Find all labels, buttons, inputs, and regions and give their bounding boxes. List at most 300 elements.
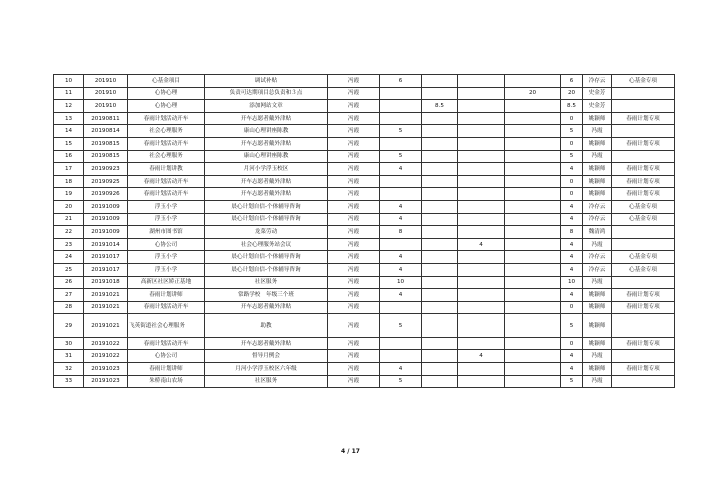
hours-c-cell	[458, 137, 505, 150]
hours-a-cell: 4	[380, 263, 422, 276]
total-hours-cell: 8	[561, 226, 583, 239]
hours-b-cell	[422, 362, 458, 375]
hours-a-cell	[380, 137, 422, 150]
hours-a-cell	[380, 100, 422, 113]
table-row	[54, 238, 675, 251]
total-hours-cell: 0	[561, 337, 583, 350]
contact-cell: 姚颖师	[583, 362, 612, 375]
activity-cell: 开车志愿者戴外津贴	[205, 137, 328, 150]
contact-cell: 姚颖师	[583, 175, 612, 188]
total-hours-cell: 4	[561, 200, 583, 213]
contact-cell: 冯霞	[583, 375, 612, 388]
hours-d-cell	[505, 337, 561, 350]
organization-cell: 社会心理服务	[128, 150, 205, 163]
index-cell: 11	[54, 87, 84, 100]
hours-c-cell	[458, 213, 505, 226]
hours-b-cell	[422, 301, 458, 314]
activity-cell: 社区服务	[205, 375, 328, 388]
date-cell: 20190811	[84, 112, 128, 125]
hours-c-cell	[458, 301, 505, 314]
project-cell	[612, 375, 675, 388]
total-hours-cell: 0	[561, 112, 583, 125]
table-row	[54, 200, 675, 213]
activity-cell: 调试补贴	[205, 75, 328, 88]
volunteer-cell: 冯霞	[328, 200, 380, 213]
organization-cell: 浮玉小学	[128, 200, 205, 213]
table-row	[54, 163, 675, 176]
volunteer-cell: 冯霞	[328, 238, 380, 251]
volunteer-cell: 冯霞	[328, 213, 380, 226]
date-cell: 20191009	[84, 200, 128, 213]
organization-cell: 朱桥南山农场	[128, 375, 205, 388]
activity-cell: 开车志愿者戴外津贴	[205, 337, 328, 350]
date-cell: 20190926	[84, 188, 128, 201]
hours-c-cell	[458, 200, 505, 213]
organization-cell: 飞英街道社会心理服务	[128, 314, 205, 338]
table-row	[54, 289, 675, 302]
volunteer-cell: 冯霞	[328, 75, 380, 88]
organization-cell: 春雨计划活动开车	[128, 137, 205, 150]
date-cell: 20191023	[84, 375, 128, 388]
total-hours-cell: 0	[561, 175, 583, 188]
index-cell: 23	[54, 238, 84, 251]
total-hours-cell: 4	[561, 251, 583, 264]
contact-cell: 姚颖师	[583, 112, 612, 125]
project-cell	[612, 150, 675, 163]
hours-d-cell	[505, 276, 561, 289]
table-row	[54, 337, 675, 350]
total-hours-cell: 4	[561, 213, 583, 226]
total-hours-cell: 5	[561, 125, 583, 138]
hours-a-cell: 6	[380, 75, 422, 88]
project-cell: 春雨计划专项	[612, 137, 675, 150]
index-cell: 15	[54, 137, 84, 150]
organization-cell: 心基金项目	[128, 75, 205, 88]
hours-c-cell	[458, 87, 505, 100]
project-cell	[612, 226, 675, 239]
project-cell	[612, 100, 675, 113]
total-hours-cell: 4	[561, 362, 583, 375]
date-cell: 20190925	[84, 175, 128, 188]
date-cell: 20191017	[84, 263, 128, 276]
hours-d-cell	[505, 263, 561, 276]
table-row	[54, 251, 675, 264]
hours-b-cell	[422, 289, 458, 302]
organization-cell: 春雨计划活动开车	[128, 337, 205, 350]
total-hours-cell: 10	[561, 276, 583, 289]
total-hours-cell: 6	[561, 75, 583, 88]
activity-cell: 龙菜劳动	[205, 226, 328, 239]
hours-c-cell	[458, 100, 505, 113]
index-cell: 29	[54, 314, 84, 338]
index-cell: 17	[54, 163, 84, 176]
hours-b-cell	[422, 200, 458, 213]
project-cell	[612, 238, 675, 251]
hours-c-cell	[458, 375, 505, 388]
index-cell: 10	[54, 75, 84, 88]
hours-b-cell	[422, 251, 458, 264]
organization-cell: 社会心理服务	[128, 125, 205, 138]
activity-cell: 助教	[205, 314, 328, 338]
index-cell: 25	[54, 263, 84, 276]
hours-c-cell	[458, 314, 505, 338]
project-cell: 心基金专项	[612, 200, 675, 213]
hours-a-cell	[380, 238, 422, 251]
hours-a-cell: 5	[380, 375, 422, 388]
contact-cell: 史金芳	[583, 87, 612, 100]
hours-a-cell: 4	[380, 289, 422, 302]
project-cell: 春雨计划专项	[612, 163, 675, 176]
activity-cell: 督导月例会	[205, 350, 328, 363]
hours-b-cell	[422, 112, 458, 125]
table-row	[54, 188, 675, 201]
organization-cell: 心协公司	[128, 350, 205, 363]
hours-d-cell	[505, 100, 561, 113]
contact-cell: 冯霞	[583, 276, 612, 289]
hours-b-cell	[422, 75, 458, 88]
hours-d-cell	[505, 75, 561, 88]
table-row	[54, 112, 675, 125]
total-hours-cell: 0	[561, 188, 583, 201]
organization-cell: 春雨计划活动开车	[128, 175, 205, 188]
project-cell: 心基金专项	[612, 263, 675, 276]
date-cell: 20191021	[84, 289, 128, 302]
organization-cell: 春雨计划活动开车	[128, 112, 205, 125]
contact-cell: 冷存云	[583, 213, 612, 226]
total-hours-cell: 5	[561, 314, 583, 338]
total-hours-cell: 4	[561, 289, 583, 302]
contact-cell: 冷存云	[583, 75, 612, 88]
hours-b-cell	[422, 87, 458, 100]
project-cell: 春雨计划专项	[612, 112, 675, 125]
contact-cell: 冷存云	[583, 200, 612, 213]
hours-c-cell	[458, 276, 505, 289]
project-cell: 春雨计划专项	[612, 337, 675, 350]
index-cell: 12	[54, 100, 84, 113]
project-cell	[612, 87, 675, 100]
project-cell: 心基金专项	[612, 213, 675, 226]
hours-b-cell	[422, 137, 458, 150]
hours-b-cell: 8.5	[422, 100, 458, 113]
total-hours-cell: 0	[561, 301, 583, 314]
project-cell: 心基金专项	[612, 75, 675, 88]
total-hours-cell: 4	[561, 263, 583, 276]
volunteer-cell: 冯霞	[328, 276, 380, 289]
contact-cell: 姚颖师	[583, 337, 612, 350]
organization-cell: 心协心理	[128, 87, 205, 100]
index-cell: 26	[54, 276, 84, 289]
activity-cell: 社会心理服务站会议	[205, 238, 328, 251]
contact-cell: 姚颖师	[583, 314, 612, 338]
contact-cell: 姚颖师	[583, 289, 612, 302]
hours-d-cell	[505, 289, 561, 302]
activity-cell: 开车志愿者戴外津贴	[205, 175, 328, 188]
table-row	[54, 87, 675, 100]
hours-c-cell	[458, 75, 505, 88]
activity-cell: 晨心计划自信-个体辅导咨询	[205, 251, 328, 264]
project-cell: 春雨计划专项	[612, 175, 675, 188]
project-cell: 春雨计划专项	[612, 289, 675, 302]
contact-cell: 姚颖师	[583, 301, 612, 314]
index-cell: 20	[54, 200, 84, 213]
total-hours-cell: 4	[561, 238, 583, 251]
volunteer-cell: 冯霞	[328, 87, 380, 100]
volunteer-cell: 冯霞	[328, 289, 380, 302]
date-cell: 201910	[84, 87, 128, 100]
activity-cell: 常路学校 年级三个班	[205, 289, 328, 302]
contact-cell: 史金芳	[583, 100, 612, 113]
hours-b-cell	[422, 150, 458, 163]
organization-cell: 浮玉小学	[128, 263, 205, 276]
contact-cell: 冯霞	[583, 350, 612, 363]
contact-cell: 冷存云	[583, 263, 612, 276]
hours-b-cell	[422, 125, 458, 138]
project-cell: 心基金专项	[612, 251, 675, 264]
organization-cell: 春雨计划讲师	[128, 362, 205, 375]
date-cell: 20191022	[84, 350, 128, 363]
index-cell: 14	[54, 125, 84, 138]
hours-c-cell	[458, 112, 505, 125]
index-cell: 31	[54, 350, 84, 363]
volunteer-hours-table	[53, 74, 675, 388]
volunteer-cell: 冯霞	[328, 337, 380, 350]
hours-d-cell	[505, 200, 561, 213]
table-row	[54, 213, 675, 226]
index-cell: 32	[54, 362, 84, 375]
hours-b-cell	[422, 375, 458, 388]
table-row	[54, 75, 675, 88]
total-hours-cell: 4	[561, 350, 583, 363]
project-cell	[612, 314, 675, 338]
volunteer-cell: 冯霞	[328, 163, 380, 176]
hours-a-cell: 4	[380, 362, 422, 375]
total-hours-cell: 0	[561, 137, 583, 150]
hours-c-cell	[458, 188, 505, 201]
date-cell: 20190814	[84, 125, 128, 138]
index-cell: 33	[54, 375, 84, 388]
hours-d-cell	[505, 314, 561, 338]
hours-a-cell: 5	[380, 150, 422, 163]
volunteer-cell: 冯霞	[328, 375, 380, 388]
table-row	[54, 175, 675, 188]
contact-cell: 冯霞	[583, 125, 612, 138]
index-cell: 18	[54, 175, 84, 188]
hours-c-cell	[458, 175, 505, 188]
project-cell: 春雨计划专项	[612, 362, 675, 375]
project-cell: 春雨计划专项	[612, 301, 675, 314]
date-cell: 20191022	[84, 337, 128, 350]
total-hours-cell: 5	[561, 375, 583, 388]
hours-a-cell	[380, 188, 422, 201]
date-cell: 20191009	[84, 213, 128, 226]
index-cell: 24	[54, 251, 84, 264]
activity-cell: 添加网站文章	[205, 100, 328, 113]
hours-b-cell	[422, 163, 458, 176]
table-row	[54, 301, 675, 314]
hours-c-cell	[458, 226, 505, 239]
hours-d-cell: 20	[505, 87, 561, 100]
date-cell: 20191023	[84, 362, 128, 375]
volunteer-cell: 冯霞	[328, 150, 380, 163]
project-cell: 春雨计划专项	[612, 188, 675, 201]
activity-cell: 晨心计划自信-个体辅导咨询	[205, 263, 328, 276]
table-row	[54, 276, 675, 289]
volunteer-cell: 冯霞	[328, 350, 380, 363]
hours-a-cell	[380, 175, 422, 188]
date-cell: 20190923	[84, 163, 128, 176]
table-row	[54, 362, 675, 375]
activity-cell: 社区服务	[205, 276, 328, 289]
table-row	[54, 100, 675, 113]
volunteer-cell: 冯霞	[328, 100, 380, 113]
hours-c-cell	[458, 337, 505, 350]
hours-d-cell	[505, 125, 561, 138]
hours-a-cell: 10	[380, 276, 422, 289]
contact-cell: 姚颖师	[583, 188, 612, 201]
organization-cell: 春雨计划讲师	[128, 289, 205, 302]
hours-b-cell	[422, 337, 458, 350]
hours-b-cell	[422, 314, 458, 338]
hours-c-cell: 4	[458, 350, 505, 363]
organization-cell: 浮玉小学	[128, 213, 205, 226]
hours-b-cell	[422, 350, 458, 363]
hours-c-cell	[458, 362, 505, 375]
hours-a-cell: 4	[380, 163, 422, 176]
index-cell: 16	[54, 150, 84, 163]
hours-d-cell	[505, 137, 561, 150]
table-row	[54, 263, 675, 276]
hours-b-cell	[422, 175, 458, 188]
hours-a-cell	[380, 112, 422, 125]
index-cell: 21	[54, 213, 84, 226]
hours-d-cell	[505, 188, 561, 201]
hours-c-cell	[458, 163, 505, 176]
hours-d-cell	[505, 150, 561, 163]
table-row	[54, 375, 675, 388]
index-cell: 28	[54, 301, 84, 314]
hours-d-cell	[505, 238, 561, 251]
index-cell: 27	[54, 289, 84, 302]
organization-cell: 心协公司	[128, 238, 205, 251]
index-cell: 13	[54, 112, 84, 125]
contact-cell: 姚颖师	[583, 137, 612, 150]
hours-d-cell	[505, 163, 561, 176]
hours-c-cell: 4	[458, 238, 505, 251]
volunteer-cell: 冯霞	[328, 137, 380, 150]
contact-cell: 魏清鸿	[583, 226, 612, 239]
volunteer-cell: 冯霞	[328, 112, 380, 125]
total-hours-cell: 8.5	[561, 100, 583, 113]
date-cell: 201910	[84, 100, 128, 113]
volunteer-cell: 冯霞	[328, 226, 380, 239]
volunteer-cell: 冯霞	[328, 125, 380, 138]
date-cell: 20191021	[84, 314, 128, 338]
hours-a-cell	[380, 350, 422, 363]
organization-cell: 心协心理	[128, 100, 205, 113]
contact-cell: 冷存云	[583, 251, 612, 264]
table-row	[54, 150, 675, 163]
contact-cell: 冯霞	[583, 150, 612, 163]
contact-cell: 姚颖师	[583, 163, 612, 176]
date-cell: 20191018	[84, 276, 128, 289]
hours-d-cell	[505, 251, 561, 264]
total-hours-cell: 5	[561, 150, 583, 163]
organization-cell: 春雨计划活动开车	[128, 188, 205, 201]
activity-cell: 康山心理讲座陈教	[205, 150, 328, 163]
organization-cell: 高新区社区矫正基地	[128, 276, 205, 289]
hours-a-cell: 4	[380, 213, 422, 226]
hours-c-cell	[458, 289, 505, 302]
hours-a-cell	[380, 301, 422, 314]
hours-b-cell	[422, 238, 458, 251]
project-cell	[612, 276, 675, 289]
page-number: 4 / 17	[341, 448, 360, 455]
date-cell: 20191021	[84, 301, 128, 314]
hours-d-cell	[505, 375, 561, 388]
table-row	[54, 350, 675, 363]
table-row	[54, 125, 675, 138]
table-row	[54, 314, 675, 338]
hours-d-cell	[505, 362, 561, 375]
table-body	[54, 75, 675, 388]
organization-cell: 春雨计划活动开车	[128, 301, 205, 314]
hours-a-cell: 5	[380, 125, 422, 138]
hours-d-cell	[505, 301, 561, 314]
activity-cell: 晨心计划自信-个体辅导咨询	[205, 200, 328, 213]
total-hours-cell: 20	[561, 87, 583, 100]
index-cell: 30	[54, 337, 84, 350]
volunteer-cell: 冯霞	[328, 175, 380, 188]
activity-cell: 晨心计划自信-个体辅导咨询	[205, 213, 328, 226]
hours-c-cell	[458, 125, 505, 138]
activity-cell: 康山心理讲座陈教	[205, 125, 328, 138]
activity-cell: 月河小学浮玉校区六年级	[205, 362, 328, 375]
hours-b-cell	[422, 213, 458, 226]
activity-cell: 负责可达期项目总负责和３点	[205, 87, 328, 100]
date-cell: 20190815	[84, 137, 128, 150]
organization-cell: 春雨计划讲教	[128, 163, 205, 176]
hours-a-cell: 8	[380, 226, 422, 239]
date-cell: 20190815	[84, 150, 128, 163]
hours-d-cell	[505, 226, 561, 239]
volunteer-cell: 冯霞	[328, 263, 380, 276]
hours-c-cell	[458, 263, 505, 276]
index-cell: 19	[54, 188, 84, 201]
activity-cell: 开车志愿者戴外津贴	[205, 301, 328, 314]
hours-a-cell	[380, 87, 422, 100]
hours-b-cell	[422, 188, 458, 201]
volunteer-cell: 冯霞	[328, 301, 380, 314]
volunteer-cell: 冯霞	[328, 188, 380, 201]
contact-cell: 冯霞	[583, 238, 612, 251]
hours-a-cell: 4	[380, 251, 422, 264]
hours-b-cell	[422, 226, 458, 239]
hours-d-cell	[505, 213, 561, 226]
project-cell	[612, 125, 675, 138]
hours-a-cell: 4	[380, 200, 422, 213]
total-hours-cell: 4	[561, 163, 583, 176]
volunteer-cell: 冯霞	[328, 251, 380, 264]
hours-b-cell	[422, 276, 458, 289]
table-row	[54, 137, 675, 150]
date-cell: 20191009	[84, 226, 128, 239]
volunteer-cell: 冯霞	[328, 314, 380, 338]
organization-cell: 湖州市图书馆	[128, 226, 205, 239]
organization-cell: 浮玉小学	[128, 251, 205, 264]
hours-d-cell	[505, 175, 561, 188]
hours-b-cell	[422, 263, 458, 276]
hours-c-cell	[458, 251, 505, 264]
